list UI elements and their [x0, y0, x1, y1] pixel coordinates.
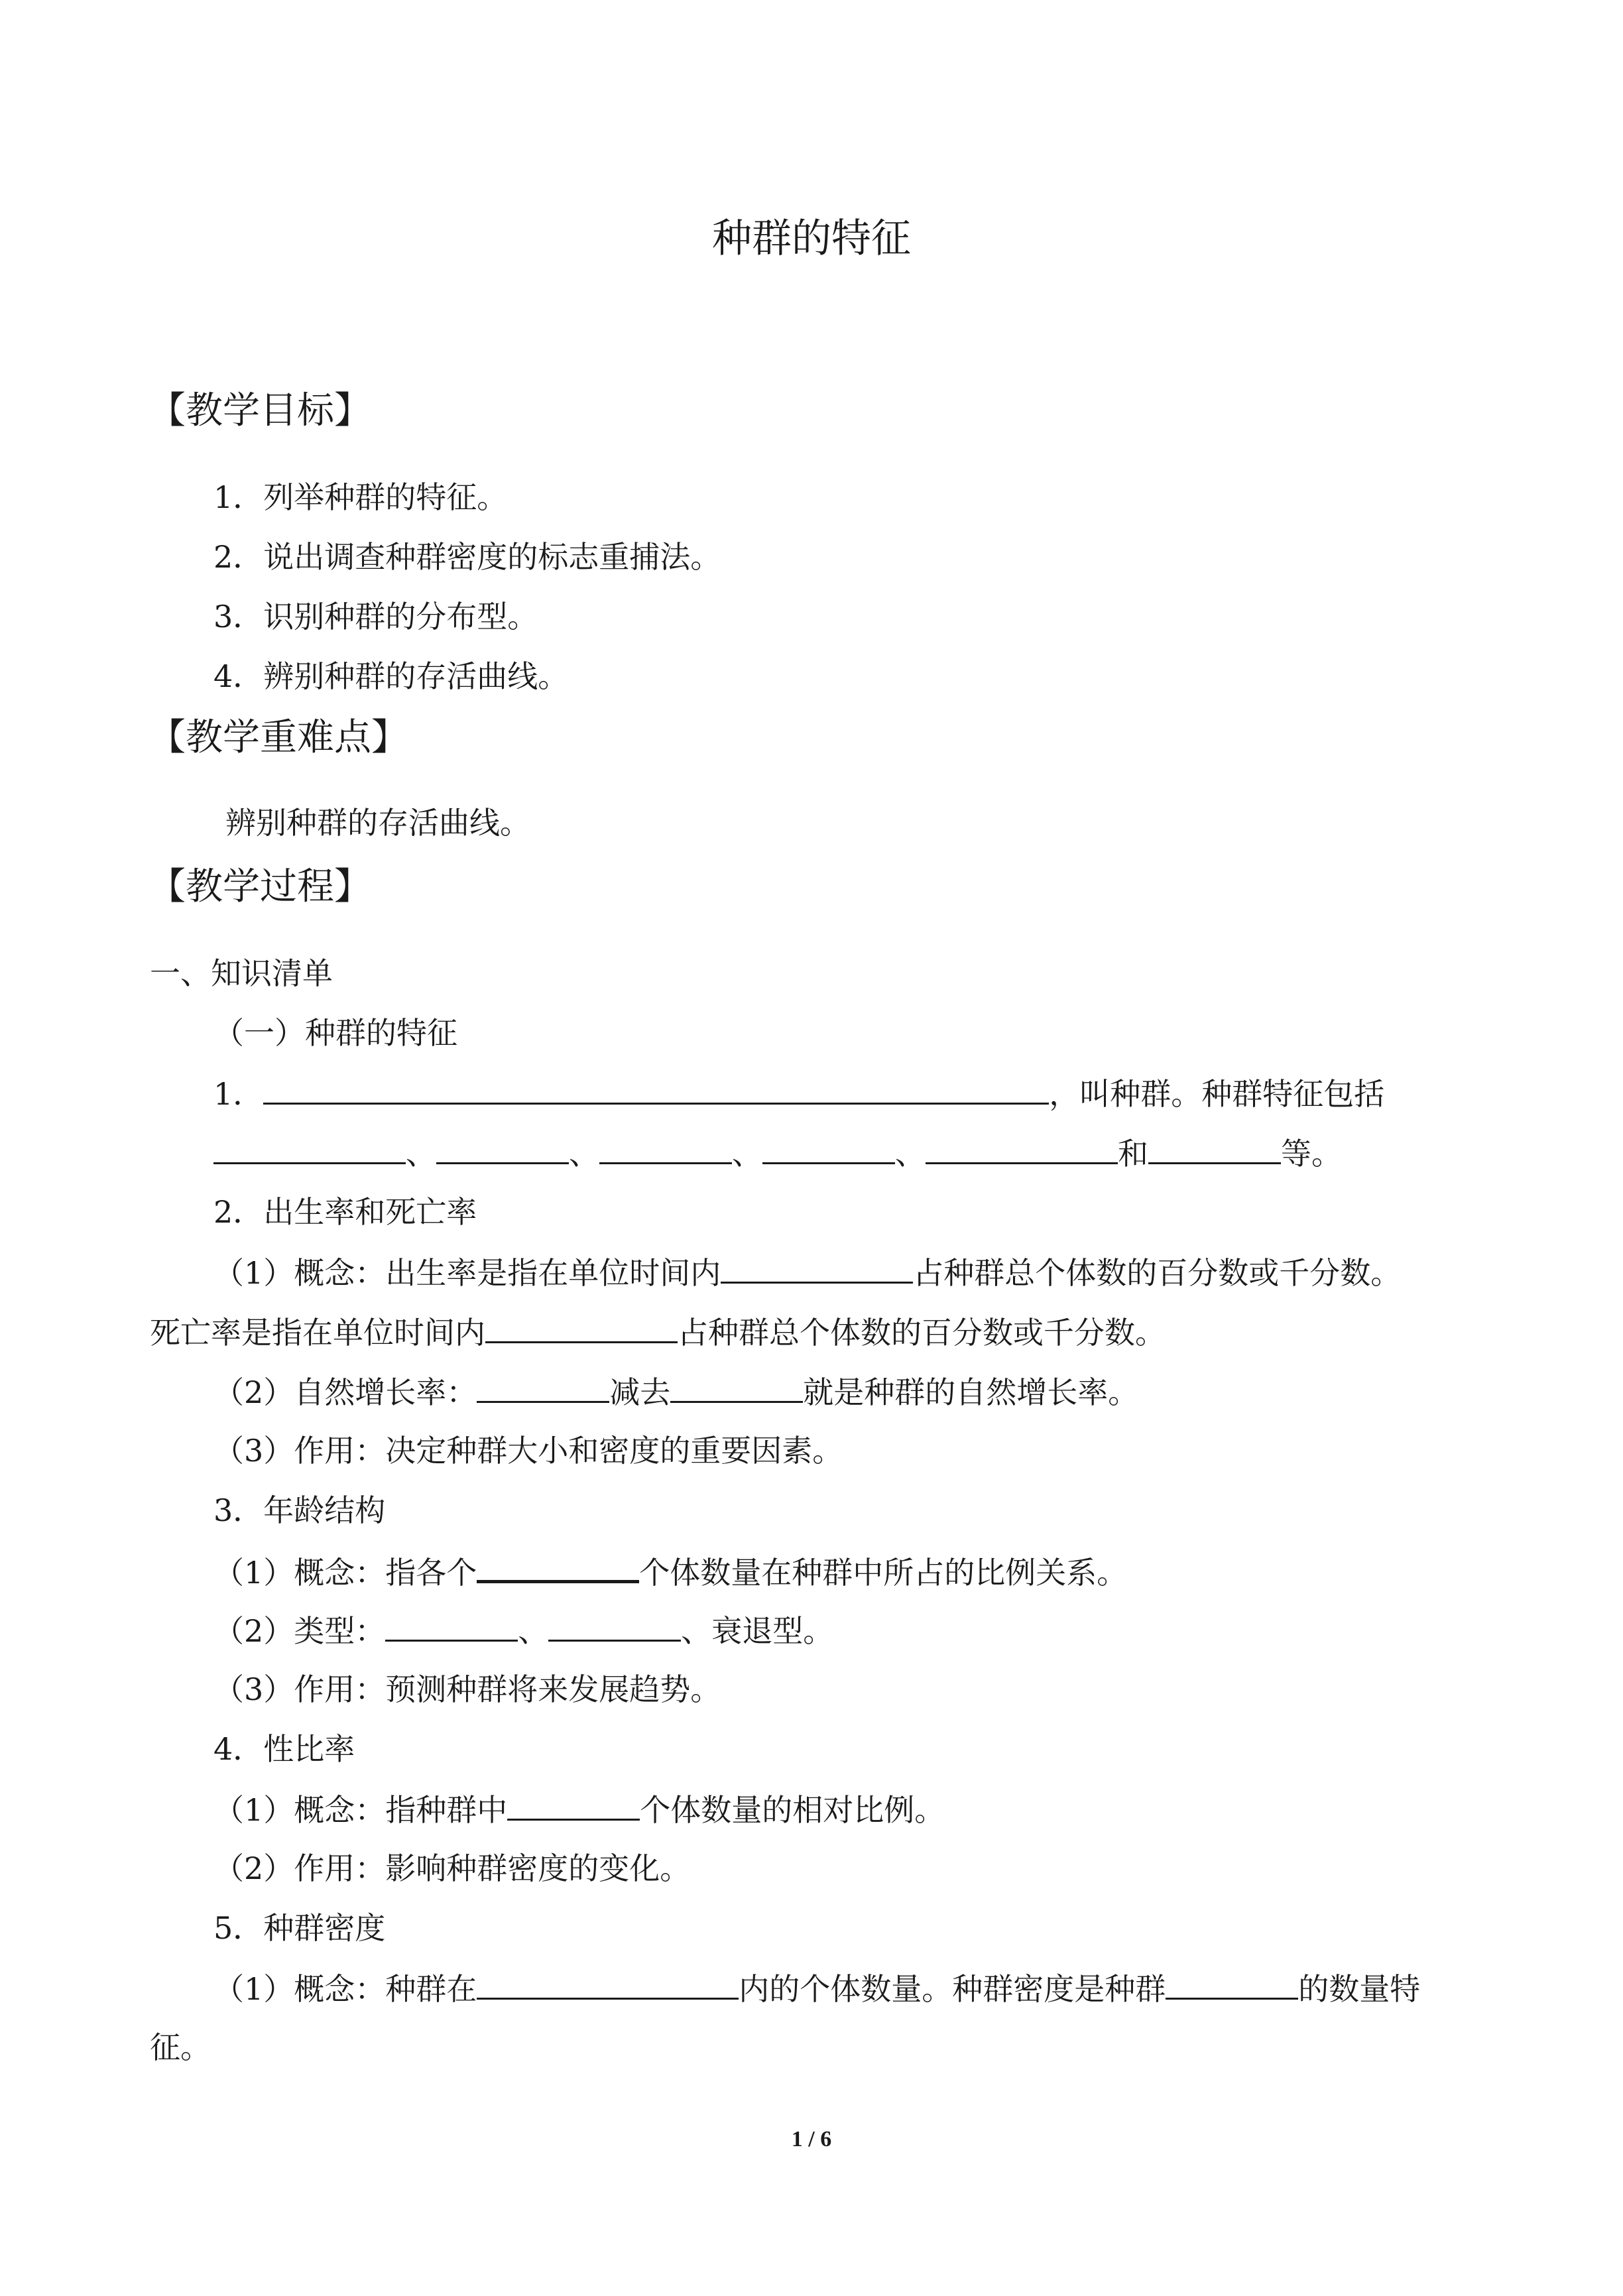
answer-blank[interactable]	[926, 1137, 1118, 1164]
age-structure-function: （3）作用：预测种群将来发展趋势。	[213, 1671, 721, 1707]
age-structure-types: （2）类型： 、 、衰退型。	[213, 1613, 834, 1649]
answer-blank[interactable]	[477, 1972, 739, 2000]
age-structure-concept: （1）概念：指各个 个体数量在种群中所占的比例关系。	[213, 1555, 1128, 1591]
answer-blank[interactable]	[548, 1614, 681, 1642]
birth-rate-concept: （1）概念：出生率是指在单位时间内 占种群总个体数的百分数或千分数。	[213, 1255, 1402, 1291]
sub-title: （一）种群的特征	[213, 1015, 457, 1051]
page-number: 1 / 6	[791, 2127, 832, 2151]
answer-blank[interactable]	[385, 1614, 518, 1642]
answer-blank[interactable]	[1166, 1972, 1298, 2000]
answer-blank[interactable]	[213, 1137, 406, 1164]
objective-item-1: 1．列举种群的特征。	[213, 479, 508, 515]
answer-blank[interactable]	[477, 1376, 609, 1403]
death-rate-concept: 死亡率是指在单位时间内 占种群总个体数的百分数或千分数。	[150, 1315, 1166, 1351]
answer-blank[interactable]	[721, 1256, 913, 1284]
sex-ratio-concept: （1）概念：指种群中 个体数量的相对比例。	[213, 1792, 945, 1828]
natural-growth-rate: （2）自然增长率： 减去 就是种群的自然增长率。	[213, 1374, 1139, 1410]
answer-blank[interactable]	[1148, 1137, 1281, 1164]
heading-key-points: 【教学重难点】	[149, 716, 408, 759]
objective-item-3: 3．识别种群的分布型。	[213, 599, 538, 634]
answer-blank[interactable]	[507, 1793, 640, 1821]
key-point-text: 辨别种群的存活曲线。	[225, 805, 530, 841]
birth-death-function: （3）作用：决定种群大小和密度的重要因素。	[213, 1433, 843, 1469]
item-1-features: 、 、 、 、 和 等。	[213, 1137, 1342, 1169]
population-density-concept: （1）概念：种群在 内的个体数量。种群密度是种群 的数量特	[213, 1971, 1421, 2007]
answer-blank[interactable]	[485, 1316, 678, 1343]
answer-blank[interactable]	[477, 1555, 639, 1583]
objective-item-4: 4．辨别种群的存活曲线。	[213, 658, 569, 694]
answer-blank[interactable]	[599, 1137, 732, 1164]
answer-blank[interactable]	[436, 1137, 569, 1164]
answer-blank[interactable]	[670, 1376, 803, 1403]
part-title: 一、知识清单	[150, 955, 333, 991]
sex-ratio-function: （2）作用：影响种群密度的变化。	[213, 1850, 691, 1886]
heading-process: 【教学过程】	[149, 865, 371, 908]
answer-blank[interactable]	[263, 1077, 1049, 1105]
section-3-title: 3．年龄结构	[213, 1492, 386, 1528]
section-2-title: 2．出生率和死亡率	[213, 1194, 477, 1230]
answer-blank[interactable]	[762, 1137, 895, 1164]
item-1-definition: 1． ，叫种群。种群特征包括	[213, 1076, 1385, 1112]
section-4-title: 4．性比率	[213, 1731, 355, 1767]
heading-objectives: 【教学目标】	[149, 389, 371, 432]
document-title: 种群的特征	[712, 215, 911, 262]
objective-item-2: 2．说出调查种群密度的标志重捕法。	[213, 539, 721, 575]
section-5-title: 5．种群密度	[213, 1910, 386, 1946]
population-density-concept-cont: 征。	[150, 2029, 211, 2065]
